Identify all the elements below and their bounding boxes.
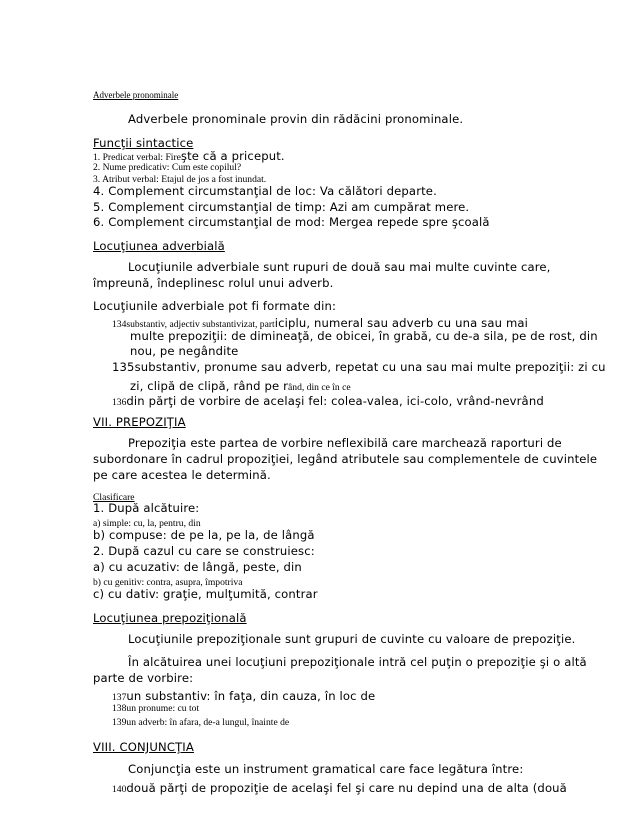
list-item-clasificare-1: 1. După alcătuire: — [93, 501, 200, 515]
list-item-text: 134substantiv, adjectiv substantivizat, part — [112, 319, 275, 330]
list-item-136 — [112, 393, 544, 409]
list-item-clasificare-1b: b) compuse: de pe la, pe la, de lângă — [93, 528, 315, 542]
paragraph-locutiuni-adverbiale-line-1: Locuţiunile adverbiale sunt rupuri de două sau mai multe cuvinte care, — [128, 260, 551, 274]
section-heading-adverbe-pronominale: Adverbele pronominale — [93, 90, 179, 100]
list-item-functie-3: 3. Atribut verbal: Etajul de jos a fost inundat. — [93, 174, 267, 185]
paragraph-adverbe-pronominale: Adverbele pronominale provin din rădăcini pronominale. — [128, 112, 464, 126]
paragraph-alcatuire-line-2: parte de vorbire: — [93, 671, 194, 685]
section-heading-locutiunea-adverbiala: Locuţiunea adverbială — [93, 239, 225, 253]
paragraph-prepozitia-line-3: pe care acestea le determină. — [93, 468, 271, 482]
list-item-functie-4: 4. Complement circumstanţial de loc: Va călători departe. — [93, 184, 437, 198]
list-item-134-continuation: multe prepoziţii: de dimineaţă, de obicei, în grabă, cu de-a sila, pe de rost, din — [130, 329, 598, 343]
paragraph-locutiuni-prepozitionale: Locuţiunile prepoziţionale sunt grupuri de cuvinte cu valoare de prepoziţie. — [128, 632, 576, 646]
list-item-text: iciplu, numeral sau adverb cu una sau mai — [274, 316, 529, 330]
paragraph-locutiuni-formate: Locuţiunile adverbiale pot fi formate din: — [93, 299, 337, 313]
section-heading-conjunctia: VIII. CONJUNCŢIA — [93, 740, 194, 754]
list-item-clasificare-1a: a) simple: cu, la, pentru, din — [93, 518, 201, 529]
paragraph-alcatuire-line-1: În alcătuirea unei locuţiuni prepoziţionale intră cel puţin o prepoziţie şi o altă — [128, 655, 587, 669]
list-item-text: două părţi de propoziţie de acelaşi fel şi care nu depind una de alta (două — [126, 781, 567, 795]
list-item-functie-6: 6. Complement circumstanţial de mod: Mergea repede spre şcoală — [93, 215, 490, 229]
list-item-text: un substantiv: în faţa, din cauza, în loc de — [126, 689, 376, 703]
paragraph-locutiuni-adverbiale-line-2: împreună, îndeplinesc rolul unui adverb. — [93, 276, 334, 290]
list-item-text: 1. Predicat verbal: Fire — [93, 152, 181, 163]
list-item-134-continuation: nou, pe negândite — [130, 344, 239, 358]
list-item-text: din părţi de vorbire de acelaşi fel: colea-valea, ici-colo, vrând-nevrând — [126, 394, 544, 408]
section-heading-locutiunea-prepozitionala: Locuţiunea prepoziţională — [93, 611, 247, 625]
list-item-clasificare-2b: b) cu genitiv: contra, asupra, împotriva — [93, 577, 243, 588]
list-item-clasificare-2a: a) cu acuzativ: de lângă, peste, din — [93, 560, 302, 574]
section-heading-functii-sintactice: Funcţii sintactice — [93, 136, 194, 150]
list-item-138: 138un pronume: cu tot — [112, 703, 200, 714]
paragraph-prepozitia-line-1: Prepoziţia este partea de vorbire neflexibilă care marchează raporturi de — [128, 436, 562, 450]
list-item-text: şte că a priceput. — [180, 149, 285, 163]
list-item-functie-5: 5. Complement circumstanţial de timp: Azi am cumpărat mere. — [93, 200, 470, 214]
list-item-clasificare-2c: c) cu dativ: graţie, mulţumită, contrar — [93, 587, 318, 601]
list-item-137 — [112, 688, 375, 704]
list-item-functie-2: 2. Nume predicativ: Cum este copilul? — [93, 162, 242, 173]
list-item-number: 137 — [112, 692, 127, 703]
list-item-139: 139un adverb: în afara, de-a lungul, înainte de — [112, 717, 290, 728]
list-item-135: 135substantiv, pronume sau adverb, repetat cu una sau mai multe prepoziţii: zi cu — [112, 360, 606, 374]
list-item-text: ând, din ce în ce — [288, 382, 351, 393]
section-heading-prepozitia: VII. PREPOZIŢIA — [93, 415, 186, 429]
list-item-number: 136 — [112, 397, 127, 408]
paragraph-prepozitia-line-2: subordonare în cadrul propoziţiei, legând atributele sau complementele de cuvintele — [93, 452, 598, 466]
list-item-number: 140 — [112, 784, 127, 795]
list-item-135-continuation — [130, 378, 351, 394]
list-item-clasificare-2: 2. După cazul cu care se construiesc: — [93, 544, 315, 558]
paragraph-conjunctia: Conjuncţia este un instrument gramatical care face legătura între: — [128, 762, 524, 776]
list-item-text: zi, clipă de clipă, rând pe r — [130, 379, 289, 393]
section-heading-clasificare: Clasificare — [93, 492, 135, 503]
list-item-140 — [112, 780, 567, 796]
